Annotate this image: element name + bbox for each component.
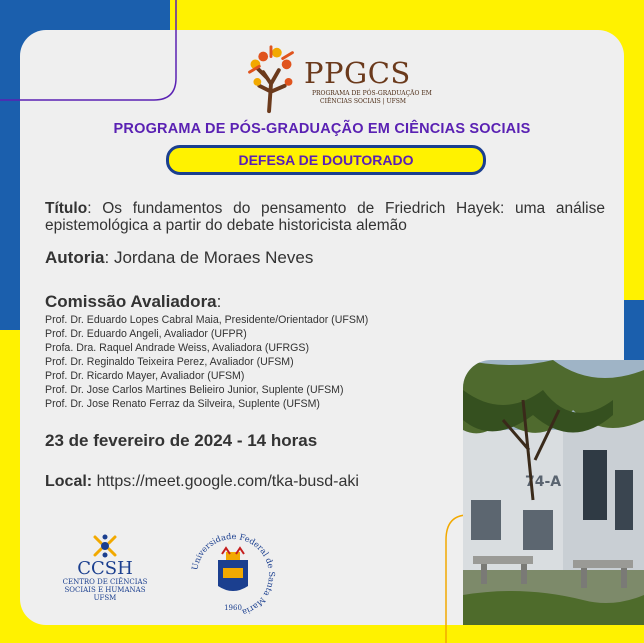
ccsh-line3: UFSM — [93, 594, 117, 602]
thesis-title — [45, 200, 605, 234]
location — [45, 473, 359, 491]
defense-date: 23 de fevereiro de 2024 - 14 horas — [45, 431, 318, 450]
committee-member: Prof. Dr. Eduardo Lopes Cabral Maia, Presidente/Orientador (UFSM) — [45, 314, 369, 326]
author-value: : Jordana de Moraes Neves — [104, 248, 314, 267]
committee-suffix: : — [216, 292, 222, 311]
ufsm-seal — [188, 530, 278, 620]
logo-subtitle-line2: CIÊNCIAS SOCIAIS | UFSM — [320, 98, 407, 105]
committee-member: Prof. Dr. Ricardo Mayer, Avaliador (UFSM) — [45, 370, 245, 382]
committee-member: Prof. Dr. Jose Renato Ferraz da Silveira, Suplente (UFSM) — [45, 398, 320, 410]
seal-ring-text: Universidade Federal de Santa Maria — [189, 530, 278, 618]
ccsh-name: CCSH — [77, 558, 133, 579]
committee-member: Prof. Dr. Jose Carlos Martines Belieiro Junior, Suplente (UFSM) — [45, 384, 344, 396]
committee-member: Profa. Dra. Raquel Andrade Weiss, Avaliadora (UFRGS) — [45, 342, 309, 354]
ppgcs-tree-logo — [232, 42, 310, 114]
committee-member: Prof. Dr. Reginaldo Teixeira Perez, Avaliador (UFSM) — [45, 356, 294, 368]
ccsh-line2: SOCIAIS E HUMANAS — [64, 586, 146, 594]
title-value: : Os fundamentos do pensamento de Friedrich Hayek: uma análise epistemológica a partir do debate historicista alemão — [45, 200, 605, 234]
committee-heading — [45, 292, 221, 312]
event-badge: DEFESA DE DOUTORADO — [166, 145, 486, 175]
author — [45, 248, 313, 268]
program-title: PROGRAMA DE PÓS-GRADUAÇÃO EM CIÊNCIAS SOCIAIS — [113, 121, 531, 137]
building-number: 74-A — [525, 474, 562, 490]
ccsh-logo — [60, 534, 150, 602]
ccsh-emblem-icon — [92, 534, 118, 558]
author-label: Autoria — [45, 248, 105, 267]
campus-building-photo — [463, 360, 644, 625]
ccsh-line1: CENTRO DE CIÊNCIAS — [62, 578, 148, 586]
committee-list — [45, 313, 368, 411]
title-label: Título — [45, 200, 88, 217]
logo-subtitle-line1: PROGRAMA DE PÓS-GRADUAÇÃO EM — [312, 90, 432, 97]
location-label: Local: — [45, 473, 93, 490]
location-link[interactable]: https://meet.google.com/tka-busd-aki — [92, 473, 359, 490]
committee-label: Comissão Avaliadora — [45, 292, 217, 311]
logo-title: PPGCS — [304, 56, 411, 90]
seal-year: 1960 — [224, 604, 242, 612]
committee-member: Prof. Dr. Eduardo Angeli, Avaliador (UFPR) — [45, 328, 247, 340]
